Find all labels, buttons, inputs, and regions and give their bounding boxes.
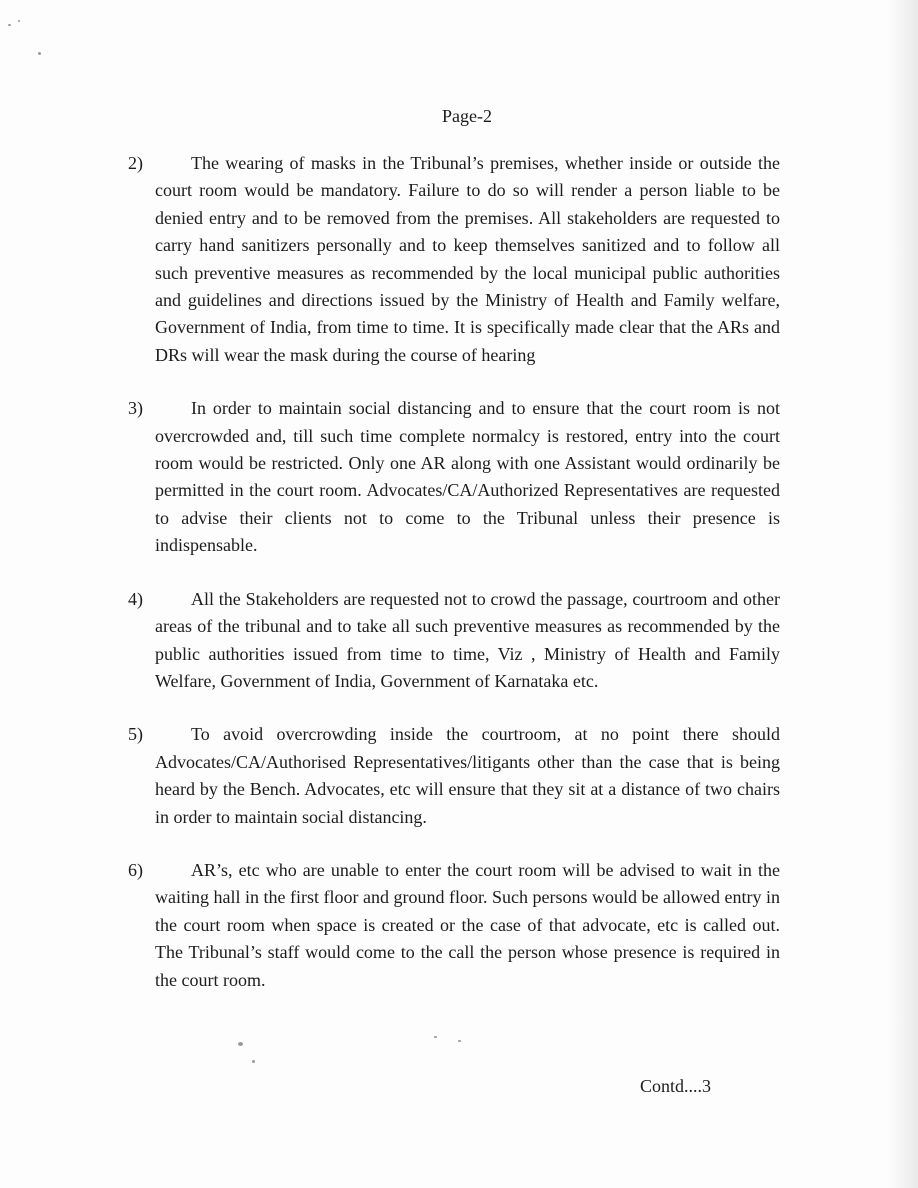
scan-speck: [38, 52, 41, 55]
page-number-header: Page-2: [442, 106, 492, 126]
numbered-items-list: [128, 150, 780, 1020]
item-text: AR’s, etc who are unable to enter the court room will be advised to wait in the waiting hall in the first floor and ground floor. Such persons would be allowed entry in the court room when space is created or the case of that advocate, etc is called out. The Tribunal’s staff would come to the call the person whose presence is required in the court room.: [155, 859, 780, 990]
item-number: 3): [128, 398, 143, 419]
scan-shadow-edge: [888, 0, 918, 1188]
scan-speck: [238, 1042, 243, 1046]
item-number: 5): [128, 724, 143, 745]
list-item: [128, 586, 780, 696]
item-text: The wearing of masks in the Tribunal’s premises, whether inside or outside the court room would be mandatory. Failure to do so will render a person liable to be denied entry and to be removed from the premises. All stakeholders are requested to carry hand sanitizers personally and to keep themselves sanitized and to follow all such preventive measures as recommended by the local municipal public authorities and guidelines and directions issued by the Ministry of Health and Family welfare, Government of India, from time to time. It is specifically made clear that the ARs and DRs will wear the mask during the course of hearing: [155, 153, 780, 365]
scan-speck: [18, 20, 20, 22]
list-item: [128, 721, 780, 831]
list-item: [128, 395, 780, 559]
continued-footer: Contd....3: [640, 1076, 712, 1096]
scan-speck: [252, 1060, 255, 1063]
scan-speck: [434, 1036, 437, 1038]
list-item: [128, 857, 780, 994]
scan-speck: [8, 24, 11, 26]
item-number: 2): [128, 153, 143, 173]
item-text: To avoid overcrowding inside the courtroom, at no point there should Advocates/CA/Authorised Representatives/litigants other than the case that is being heard by the Bench. Advocates, etc will ensure that they sit at a distance of two chairs in order to maintain social distancing.: [155, 724, 780, 827]
scan-speck: [458, 1040, 461, 1042]
item-text: All the Stakeholders are requested not to crowd the passage, courtroom and other areas of the tribunal and to take all such preventive measures as recommended by the public authorities issued from time to time, Viz , Ministry of Health and Family Welfare, Government of India, Government of Karnataka etc.: [155, 588, 780, 691]
list-item: [128, 150, 780, 369]
item-text: In order to maintain social distancing and to ensure that the court room is not overcrowded and, till such time complete normalcy is restored, entry into the court room would be restricted. Only one AR along with one Assistant would ordinarily be permitted in the court room. Advocates/CA/Authorized Representatives are requested to advise their clients not to come to the Tribunal unless their presence is indispensable.: [155, 398, 780, 556]
item-number: 4): [128, 588, 143, 609]
item-number: 6): [128, 859, 143, 880]
